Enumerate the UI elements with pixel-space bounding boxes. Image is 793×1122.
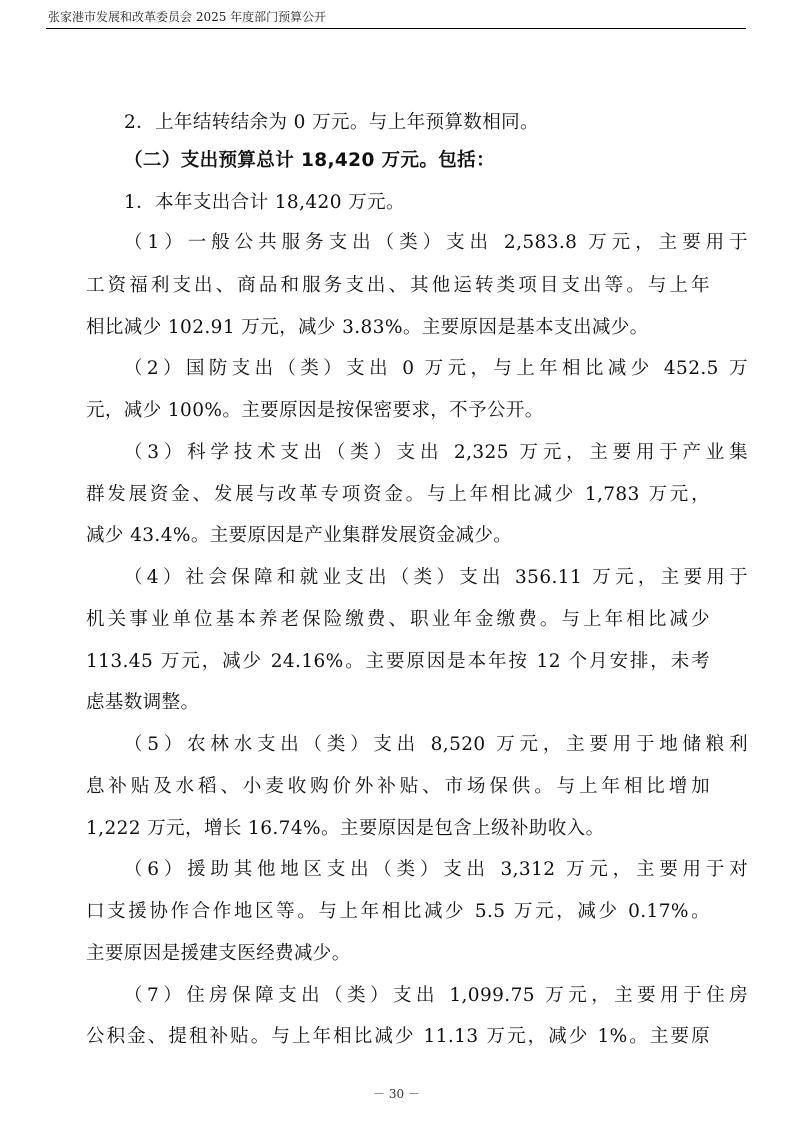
paragraph-line: 公积金、提租补贴。与上年相比减少 11.13 万元，减少 1%。主要原 — [86, 1026, 710, 1047]
paragraph-line: 口支援协作合作地区等。与上年相比减少 5.5 万元，减少 0.17%。 — [86, 901, 710, 922]
paragraph-line: 虑基数调整。 — [86, 692, 200, 713]
page-number: － 30 － — [373, 1087, 420, 1101]
paragraph-line: 元，减少 100%。主要原因是按保密要求，不予公开。 — [86, 400, 544, 421]
paragraph-line: 机关事业单位基本养老保险缴费、职业年金缴费。与上年相比减少 — [86, 609, 710, 630]
paragraph-line: 2．上年结转结余为 0 万元。与上年预算数相同。 — [124, 112, 539, 133]
header-divider — [46, 28, 746, 29]
paragraph-line: 相比减少 102.91 万元，减少 3.83%。主要原因是基本支出减少。 — [86, 317, 649, 338]
paragraph-line: 主要原因是援建支医经费减少。 — [86, 943, 351, 964]
paragraph-line: （3）科学技术支出（类）支出 2,325 万元，主要用于产业集 — [124, 442, 748, 463]
paragraph-line: （4）社会保障和就业支出（类）支出 356.11 万元，主要用于 — [124, 567, 748, 588]
paragraph-line: 113.45 万元，减少 24.16%。主要原因是本年按 12 个月安排，未考 — [86, 651, 710, 672]
paragraph-line: （6）援助其他地区支出（类）支出 3,312 万元，主要用于对 — [124, 859, 748, 880]
paragraph-line: 息补贴及水稻、小麦收购价外补贴、市场保供。与上年相比增加 — [86, 776, 710, 797]
paragraph-line: （1）一般公共服务支出（类）支出 2,583.8 万元，主要用于 — [124, 232, 748, 253]
paragraph-line: （7）住房保障支出（类）支出 1,099.75 万元，主要用于住房 — [124, 985, 748, 1006]
paragraph-line: 减少 43.4%。主要原因是产业集群发展资金减少。 — [86, 525, 513, 546]
paragraph-line: 群发展资金、发展与改革专项资金。与上年相比减少 1,783 万元， — [86, 484, 710, 505]
section-heading: （二）支出预算总计 18,420 万元。包括： — [124, 150, 495, 171]
paragraph-line: 1．本年支出合计 18,420 万元。 — [124, 192, 405, 213]
running-header: 张家港市发展和改革委员会 2025 年度部门预算公开 — [48, 10, 327, 24]
paragraph-line: 工资福利支出、商品和服务支出、其他运转类项目支出等。与上年 — [86, 275, 710, 296]
paragraph-line: （5）农林水支出（类）支出 8,520 万元，主要用于地储粮利 — [124, 734, 748, 755]
paragraph-line: （2）国防支出（类）支出 0 万元，与上年相比减少 452.5 万 — [124, 358, 748, 379]
paragraph-line: 1,222 万元，增长 16.74%。主要原因是包含上级补助收入。 — [86, 818, 605, 839]
